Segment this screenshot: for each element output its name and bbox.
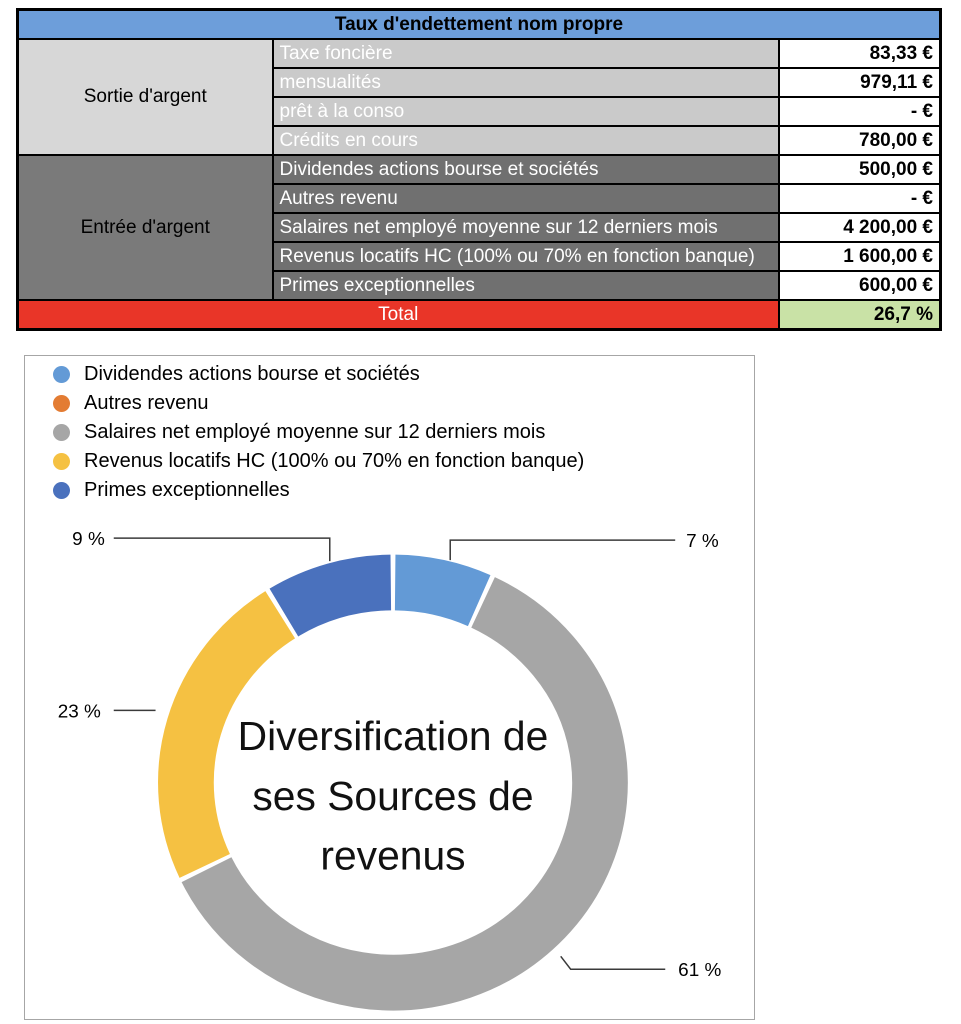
item-cell[interactable]: prêt à la conso [273,97,779,126]
legend-item [53,418,584,447]
legend-item [53,476,584,505]
table-title-cell[interactable]: Taux d'endettement nom propre [18,10,941,40]
donut-segment-4 [284,582,391,612]
total-label-cell[interactable]: Total [18,300,779,330]
donut-title-line-3: revenus [320,832,466,879]
legend-label: Dividendes actions bourse et sociétés [84,363,420,385]
legend-swatch-icon [53,366,70,383]
donut-title-line-1: Diversification de [237,713,549,760]
chart-legend [53,360,584,505]
callout-label-61pct: 61 % [678,960,722,982]
total-value-cell[interactable]: 26,7 % [779,300,941,330]
item-cell[interactable]: Salaires net employé moyenne sur 12 derniers mois [273,213,779,242]
legend-swatch-icon [53,453,70,470]
legend-label: Salaires net employé moyenne sur 12 derniers mois [84,421,546,443]
value-cell[interactable]: - € [779,184,941,213]
value-cell[interactable]: 83,33 € [779,39,941,68]
item-cell[interactable]: Crédits en cours [273,126,779,155]
item-cell[interactable]: Taxe foncière [273,39,779,68]
donut-title-line-2: ses Sources de [252,772,534,819]
legend-item [53,360,584,389]
legend-item [53,389,584,418]
value-cell[interactable]: 4 200,00 € [779,213,941,242]
legend-label: Primes exceptionnelles [84,479,290,501]
value-cell[interactable]: 600,00 € [779,271,941,300]
table-row [18,39,941,68]
table-row [18,155,941,184]
donut-center-title [238,713,549,878]
category-cell[interactable]: Sortie d'argent [18,39,273,155]
callout-line-7pct [450,540,675,560]
item-cell[interactable]: Primes exceptionnelles [273,271,779,300]
item-cell[interactable]: Revenus locatifs HC (100% ou 70% en fonction banque) [273,242,779,271]
value-cell[interactable]: 500,00 € [779,155,941,184]
legend-item [53,447,584,476]
callout-label-23pct: 23 % [57,701,101,723]
value-cell[interactable]: 1 600,00 € [779,242,941,271]
item-cell[interactable]: Autres revenu [273,184,779,213]
total-row [18,300,941,330]
category-cell[interactable]: Entrée d'argent [18,155,273,300]
donut-segment-0 [395,582,479,600]
callout-label-7pct: 7 % [686,531,719,553]
legend-swatch-icon [53,482,70,499]
callout-line-61pct [561,956,666,969]
legend-swatch-icon [53,395,70,412]
item-cell[interactable]: Dividendes actions bourse et sociétés [273,155,779,184]
legend-label: Autres revenu [84,392,209,414]
legend-label: Revenus locatifs HC (100% ou 70% en fonction banque) [84,450,585,472]
value-cell[interactable]: - € [779,97,941,126]
value-cell[interactable]: 979,11 € [779,68,941,97]
callout-line-9pct [114,538,330,561]
value-cell[interactable]: 780,00 € [779,126,941,155]
legend-swatch-icon [53,424,70,441]
callout-label-9pct: 9 % [72,529,105,551]
debt-ratio-table [16,8,942,331]
income-diversification-chart[interactable] [24,355,755,1020]
item-cell[interactable]: mensualités [273,68,779,97]
